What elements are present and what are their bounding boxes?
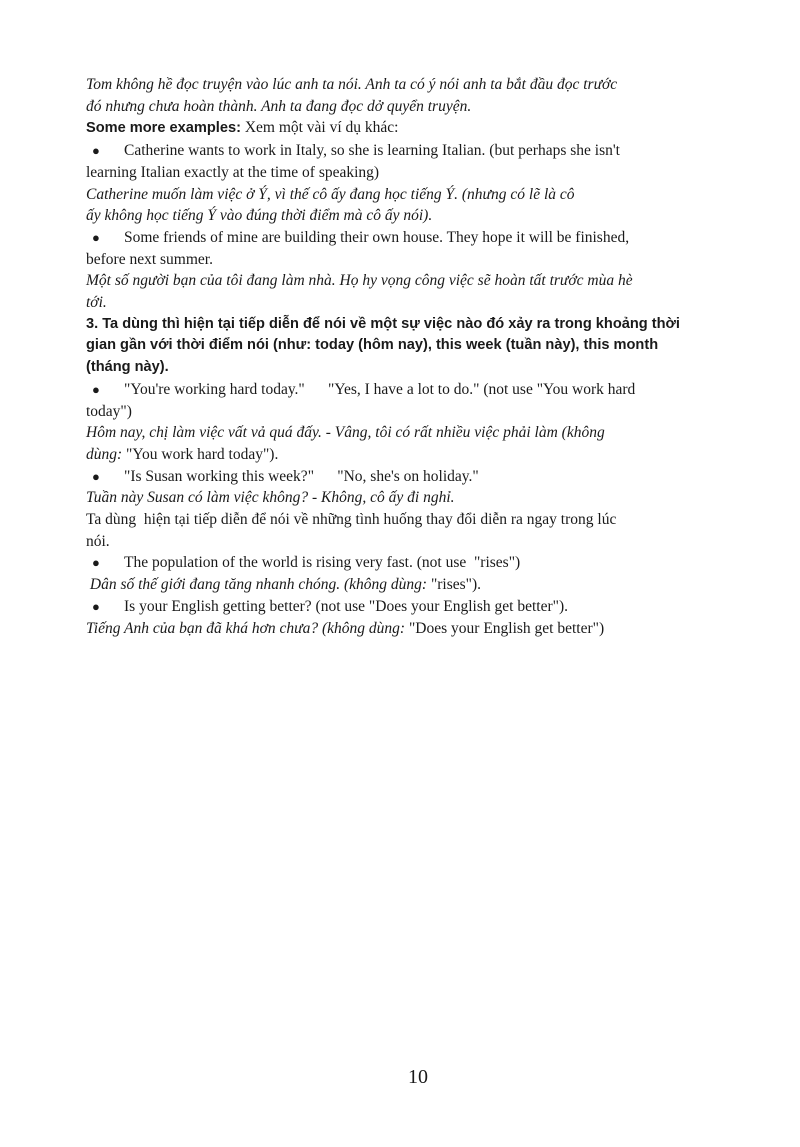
text-span: "Is Susan working this week?" "No, she's on holiday." xyxy=(124,467,479,485)
bullet-line xyxy=(86,596,726,618)
text-line: learning Italian exactly at the time of speaking) xyxy=(86,163,380,181)
text-line xyxy=(86,117,726,140)
text-line: nói. xyxy=(86,532,110,550)
section-heading: 3. Ta dùng thì hiện tại tiếp diễn để nói về một sự việc nào đó xảy ra trong khoảng thời xyxy=(86,315,680,332)
text-line: Ta dùng hiện tại tiếp diễn để nói về những tình huống thay đổi diễn ra ngay trong lúc xyxy=(86,511,617,529)
text-line-vi: tới. xyxy=(86,294,107,312)
text-span: Catherine wants to work in Italy, so she is learning Italian. (but perhaps she isn't xyxy=(124,142,620,160)
text-line xyxy=(86,444,726,466)
bullet-icon: ● xyxy=(92,555,100,571)
text-span: Xem một vài ví dụ khác: xyxy=(240,119,399,137)
bullet-line xyxy=(86,140,726,162)
text-span: The population of the world is rising very fast. (not use "rises") xyxy=(124,554,521,572)
bullet-line xyxy=(86,552,726,574)
bullet-icon: ● xyxy=(92,229,100,245)
page-number: 10 xyxy=(408,1066,428,1088)
text-span: "rises"). xyxy=(430,576,482,594)
bullet-line xyxy=(86,466,726,488)
text-line: before next summer. xyxy=(86,250,213,268)
text-line-vi: Tuần này Susan có làm việc không? - Không, cô ấy đi nghỉ. xyxy=(86,489,455,507)
text-span: "Does your English get better") xyxy=(408,619,605,637)
text-line-vi: ấy không học tiếng Ý vào đúng thời điểm mà cô ấy nói). xyxy=(86,207,433,225)
text-line-vi: đó nhưng chưa hoàn thành. Anh ta đang đọc dở quyển truyện. xyxy=(86,97,472,115)
text-span-italic: Tiếng Anh của bạn đã khá hơn chưa? (không dùng: xyxy=(86,619,409,637)
bullet-icon: ● xyxy=(92,381,100,397)
text-span: Is your English getting better? (not use "Does your English get better"). xyxy=(124,597,568,615)
bullet-line xyxy=(86,227,726,249)
text-line-vi: Tom không hề đọc truyện vào lúc anh ta nói. Anh ta có ý nói anh ta bắt đầu đọc trước xyxy=(86,76,618,93)
text-line-vi: Một số người bạn của tôi đang làm nhà. Họ hy vọng công việc sẽ hoàn tất trước mùa hè xyxy=(86,272,633,290)
document-body xyxy=(86,74,726,639)
bullet-icon: ● xyxy=(92,598,100,614)
text-span: "You're working hard today." "Yes, I have a lot to do." (not use "You work hard xyxy=(124,380,636,398)
text-line xyxy=(86,618,726,640)
bold-label: Some more examples: xyxy=(86,120,241,137)
text-span: Some friends of mine are building their own house. They hope it will be finished, xyxy=(124,228,630,246)
section-heading: gian gần với thời điểm nói (như: today (hôm nay), this week (tuần này), this month xyxy=(86,337,659,354)
text-span-italic: dùng: xyxy=(86,445,127,463)
bullet-icon: ● xyxy=(92,468,100,484)
bullet-line xyxy=(86,379,726,401)
text-line-vi: Catherine muốn làm việc ở Ý, vì thế cô ấy đang học tiếng Ý. (nhưng có lẽ là cô xyxy=(86,185,575,203)
text-span-italic: Dân số thế giới đang tăng nhanh chóng. (không dùng: xyxy=(86,576,431,594)
text-line xyxy=(86,574,726,596)
text-line-vi: Hôm nay, chị làm việc vất vả quá đấy. - Vâng, tôi có rất nhiều việc phải làm (không xyxy=(86,424,605,442)
text-span: "You work hard today"). xyxy=(126,445,279,463)
section-heading: (tháng này). xyxy=(86,359,169,376)
bullet-icon: ● xyxy=(92,143,100,159)
text-line: today") xyxy=(86,402,132,420)
